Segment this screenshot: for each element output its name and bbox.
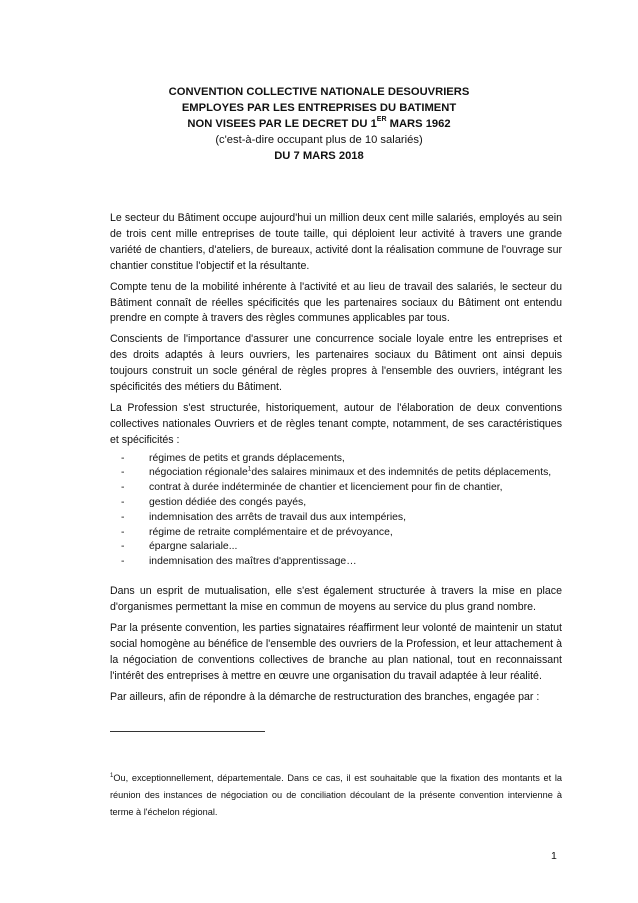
paragraph-1: Le secteur du Bâtiment occupe aujourd'hui un million deux cent mille salariés, employés au sein de trois cent mille entreprises de toute taille, qui déploient leur activité à travers une grande variété de chantiers, d'ateliers, de bureaux, activité dont la réalisation commune de l'ouvrage sur chantier constitue l'objectif et la résultante. [110,212,562,272]
title-line-1: CONVENTION COLLECTIVE NATIONALE DESOUVRIERS [168,86,470,98]
list-dash: - [121,526,125,538]
paragraph-2: Compte tenu de la mobilité inhérente à l'activité et au lieu de travail des salariés, le secteur du Bâtiment connaît de réelles spécificités que les partenaires sociaux du Bâtiment ont entendu prendre en compte à travers des règles communes applicables par tous. [110,280,562,325]
footnote-marker: 1 [110,772,114,779]
title-subtitle: (c'est-à-dire occupant plus de 10 salariés) [215,134,423,146]
list-dash: - [121,556,125,568]
footnote-text: Ou, exceptionnellement, départementale. Dans ce cas, il est souhaitable que la fixation des montants et la réunion des instances de négociation ou de conciliation découlant de la présente convention intervienne à terme à l'échelon régional. [110,773,562,817]
list-item [110,540,562,555]
document-body [110,211,562,710]
specificities-list [110,452,562,570]
list-item-text: négociation régionale [149,467,248,479]
list-item-text: régime de retraite complémentaire et de prévoyance, [149,526,393,538]
paragraph-6: Par la présente convention, les parties signataires réaffirment leur volonté de maintenir un statut social homogène au bénéfice de l'ensemble des ouvriers de la Profession, et leur attachement à la négociation de conventions collectives de branche au plan national, tout en reconnaissant l'intérêt des entreprises à mettre en œuvre une organisation du travail adaptée à leur réalité. [110,621,562,682]
list-dash: - [121,467,125,479]
title-line-3-start: NON VISEES PAR LE DECRET DU 1 [187,118,377,130]
paragraph-7: Par ailleurs, afin de répondre à la démarche de restructuration des branches, engagée par : [110,690,540,703]
list-item-text: épargne salariale... [149,541,238,553]
list-dash: - [121,497,125,509]
list-item [110,511,562,526]
title-line-3 [100,116,538,132]
paragraph-3: Conscients de l'importance d'assurer une concurrence sociale loyale entre les entreprises et des droits adaptés à leurs ouvriers, les partenaires sociaux du Bâtiment ont ainsi depuis toujours construit un socle général de règles propres à l'ensemble des ouvriers, intégrant les spécificités des métiers du Bâtiment. [110,333,562,394]
list-item-text: des salaires minimaux et des indemnités de petits déplacements, [251,467,552,479]
list-dash: - [121,511,125,523]
list-item [110,526,562,541]
footnote-reference[interactable]: 1 [247,466,252,474]
title-line-2: EMPLOYES PAR LES ENTREPRISES DU BATIMENT [181,102,457,114]
list-item-text: contrat à durée indéterminée de chantier et licenciement pour fin de chantier, [149,482,503,494]
title-line-3-superscript: ER [376,116,387,124]
list-item-text: indemnisation des arrêts de travail dus aux intempéries, [149,511,407,523]
list-item [110,481,562,496]
title-line-3-end: MARS 1962 [386,118,451,130]
list-dash: - [121,482,125,494]
footnote-separator [110,731,265,732]
document-title-block [100,84,538,164]
list-item-text: régimes de petits et grands déplacements, [149,452,345,464]
paragraph-4: La Profession s'est structurée, historiquement, autour de l'élaboration de deux conventions collectives nationales Ouvriers et de règles tenant compte, notamment, de ses caractéristiques et spécificités : [110,401,562,446]
list-item [110,496,562,511]
list-dash: - [121,452,125,464]
list-item [110,452,562,467]
paragraph-5: Dans un esprit de mutualisation, elle s'est également structurée à travers la mise en place d'organismes permettant la mise en commun de moyens au service du plus grand nombre. [110,585,562,613]
title-date: DU 7 MARS 2018 [274,150,364,162]
footnote [110,770,562,821]
page-number: 1 [551,850,557,862]
list-dash: - [121,541,125,553]
list-item-text: gestion dédiée des congés payés, [149,497,307,509]
list-item [110,555,562,570]
list-item [110,466,562,481]
list-item-text: indemnisation des maîtres d'apprentissage… [149,556,357,568]
